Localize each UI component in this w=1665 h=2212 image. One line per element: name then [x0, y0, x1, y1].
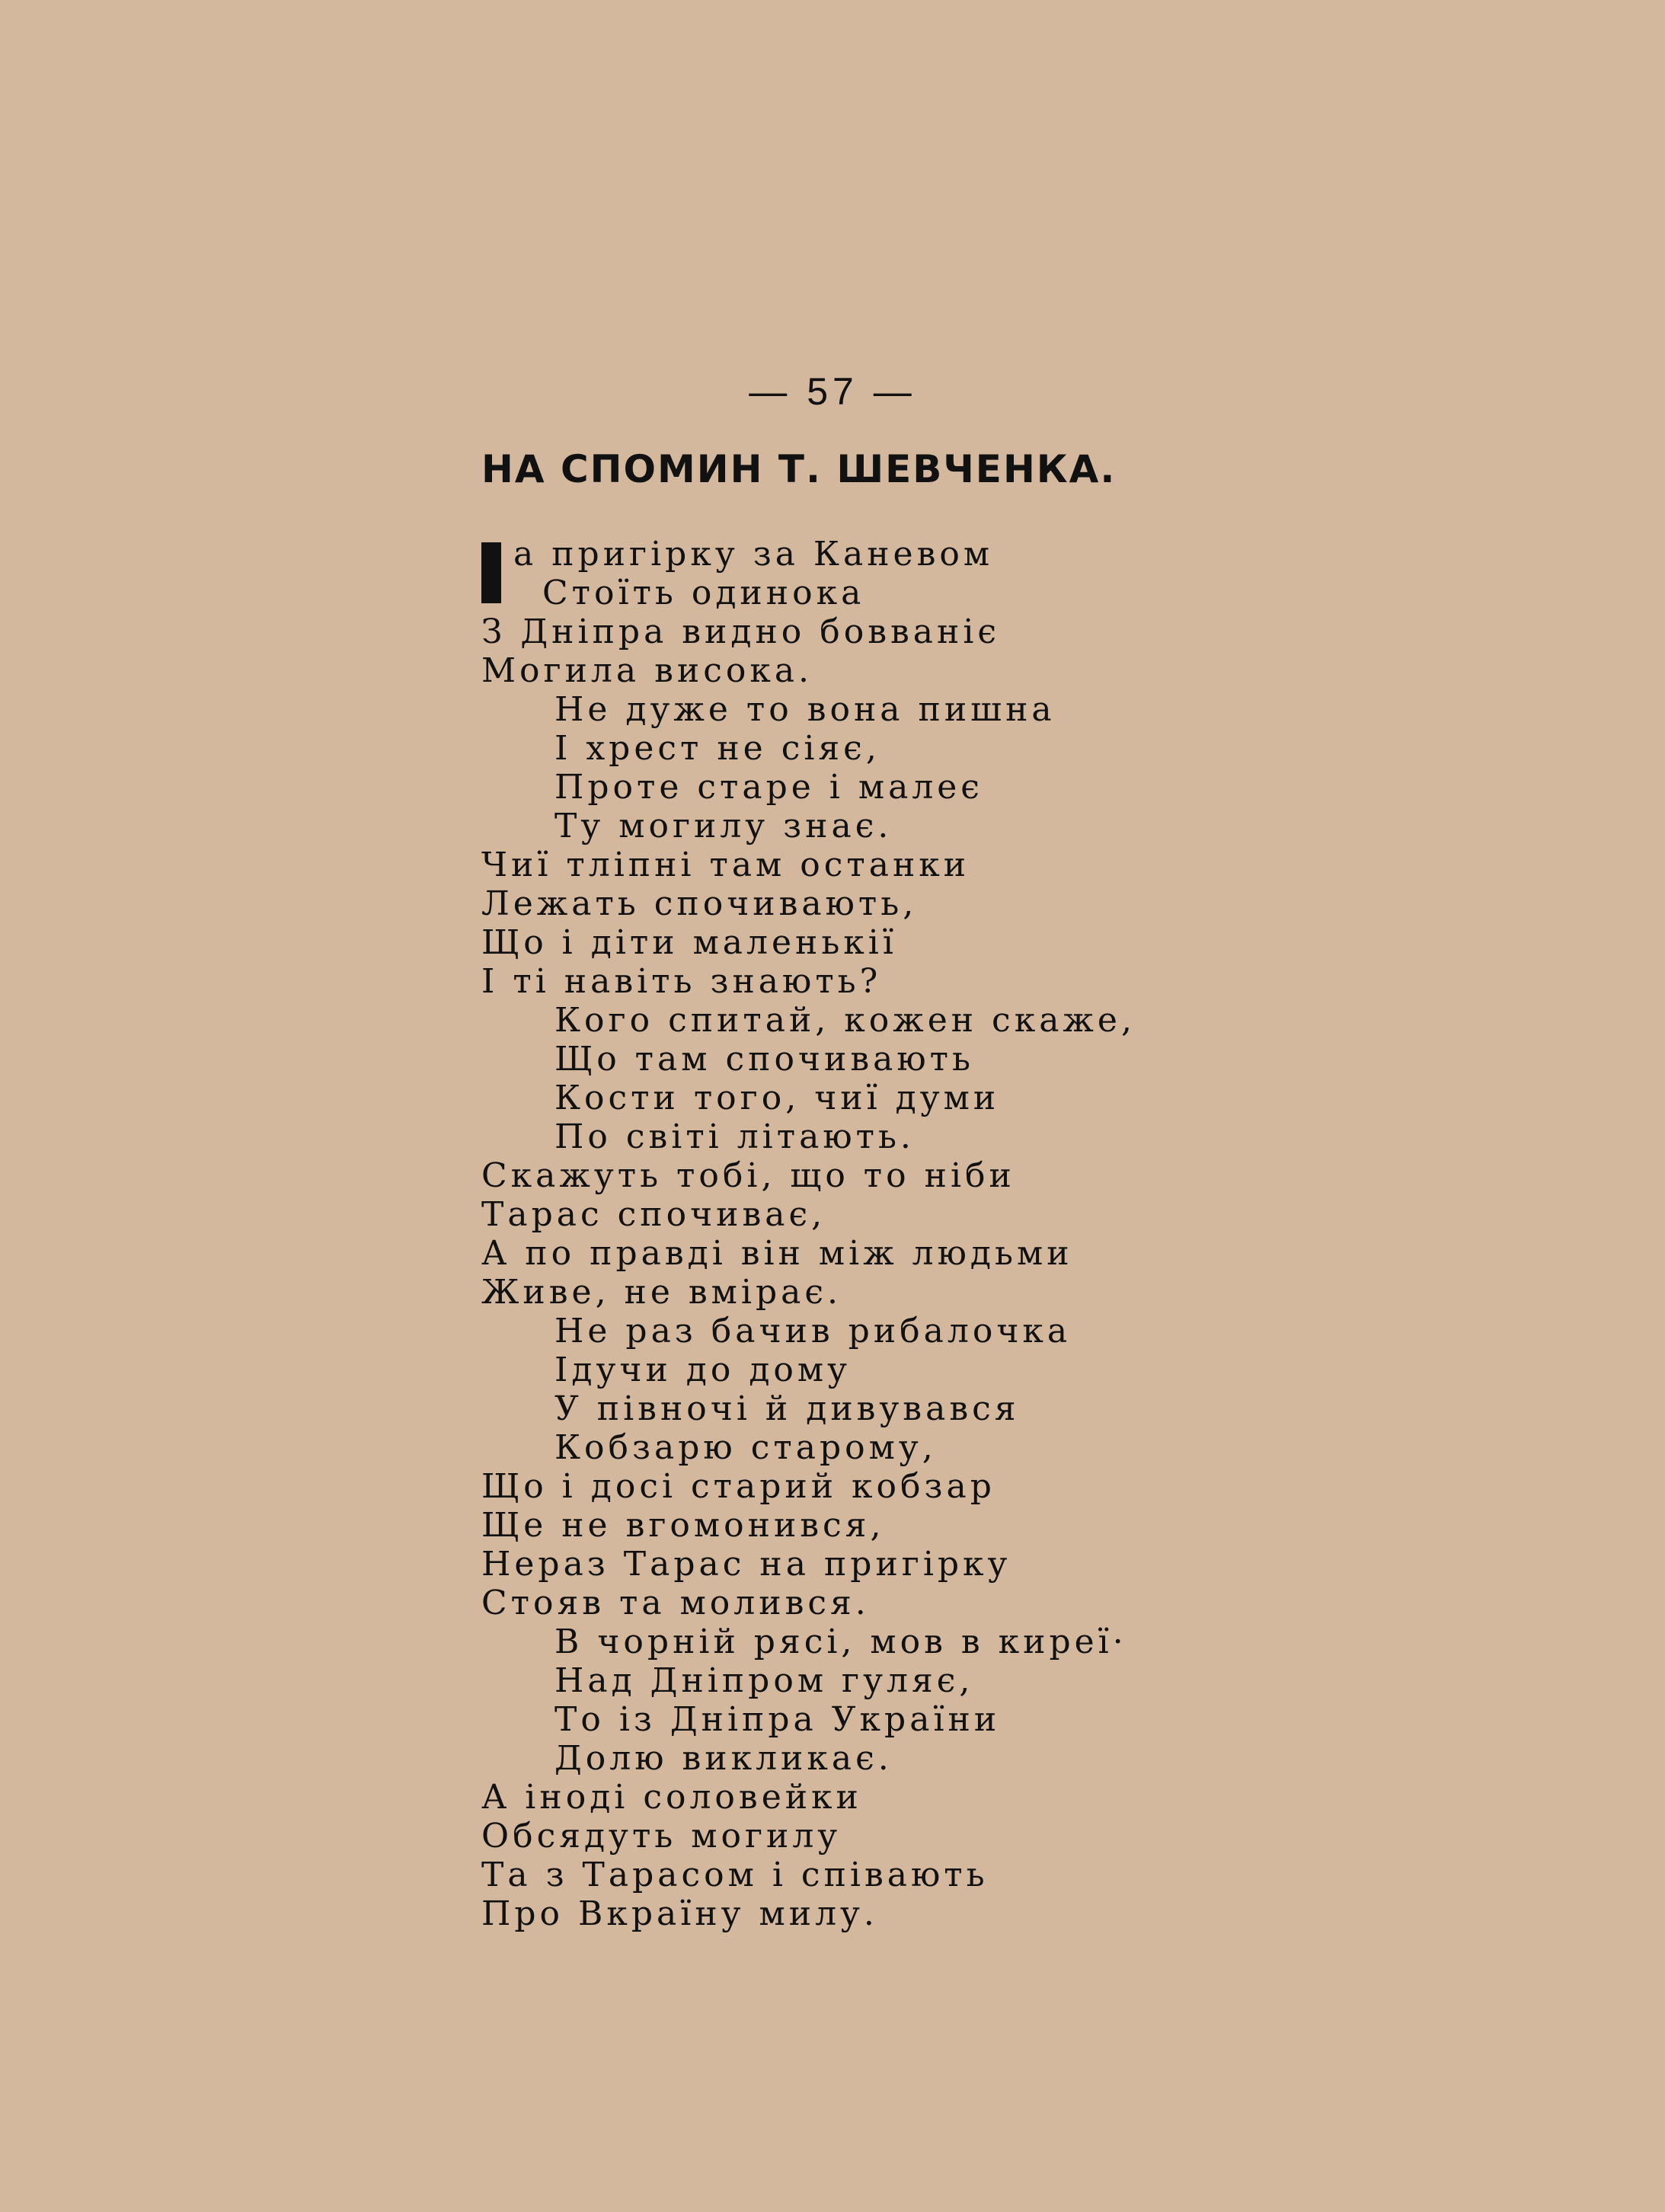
verse-line	[481, 923, 1624, 962]
verse-line-text: Що там спочивають	[554, 1040, 974, 1079]
verse-line	[481, 1739, 1624, 1778]
verse-line	[481, 1545, 1624, 1584]
verse-line	[481, 1661, 1624, 1700]
verse-line	[481, 845, 1624, 884]
verse-line	[481, 807, 1624, 845]
verse-line	[481, 1117, 1624, 1156]
verse-line	[481, 535, 1624, 574]
verse-line	[481, 1778, 1624, 1817]
verse-line	[481, 1894, 1624, 1933]
verse-line	[481, 1584, 1624, 1622]
poem-body	[481, 535, 1624, 1933]
verse-line	[481, 1312, 1624, 1351]
verse-line	[481, 1856, 1624, 1894]
verse-line-text: У півночі й дивувався	[554, 1389, 1020, 1428]
verse-line-text: В чорній рясі, мов в киреї·	[554, 1622, 1127, 1661]
verse-line-text: Чиї тліпні там останки	[481, 845, 970, 884]
verse-line-text: Про Вкраїну милу.	[481, 1894, 878, 1933]
verse-line	[481, 1273, 1624, 1312]
verse-line-text: Обсядуть могилу	[481, 1817, 842, 1856]
verse-line-text: Скажуть тобі, що то ніби	[481, 1156, 1015, 1195]
verse-line-text: А іноді соловейки	[481, 1778, 862, 1817]
verse-line-text: Не дуже то вона пишна	[554, 690, 1056, 729]
verse-line	[481, 1622, 1624, 1661]
verse-line-text: Кобзарю старому,	[554, 1428, 937, 1467]
verse-line	[481, 1351, 1624, 1389]
verse-line	[481, 768, 1624, 807]
verse-line-text: По світі літають.	[554, 1117, 915, 1156]
verse-line-text: Ще не вгомонився,	[481, 1506, 885, 1545]
verse-line	[481, 1817, 1624, 1856]
verse-line-text: Над Дніпром гуляє,	[554, 1661, 974, 1700]
verse-line-text: Ідучи до дому	[554, 1351, 852, 1389]
verse-line	[481, 729, 1624, 768]
verse-line-text: Що і досі старий кобзар	[481, 1467, 995, 1506]
verse-line	[481, 884, 1624, 923]
verse-line-text: Нераз Тарас на пригірку	[481, 1545, 1011, 1584]
verse-line-text: Лежать спочивають,	[481, 884, 918, 923]
verse-line-text: І хрест не сіяє,	[554, 729, 880, 768]
verse-line	[481, 1700, 1624, 1739]
verse-line	[481, 1079, 1624, 1117]
verse-line-text: Не раз бачив рибалочка	[554, 1312, 1072, 1351]
verse-line-text: а пригірку за Каневом	[513, 535, 994, 574]
verse-line-text: Кого спитай, кожен скаже,	[554, 1001, 1136, 1040]
verse-line-text: Живе, не вмірає.	[481, 1273, 842, 1312]
page-number: — 57 —	[749, 370, 916, 413]
verse-line	[481, 962, 1624, 1001]
verse-line-text: А по правді він між людьми	[481, 1234, 1073, 1273]
verse-line	[481, 1001, 1624, 1040]
verse-line-text: Кости того, чиї думи	[554, 1079, 1000, 1117]
verse-line-text: Проте старе і малеє	[554, 768, 983, 807]
verse-line-text: Стояв та молився.	[481, 1584, 870, 1622]
verse-line-text: Та з Тарасом і співають	[481, 1856, 989, 1894]
verse-line-text: То із Дніпра України	[554, 1700, 1001, 1739]
verse-line-text: І ті навіть знають?	[481, 962, 882, 1001]
verse-line	[481, 1389, 1624, 1428]
verse-line-text: З Дніпра видно бовваніє	[481, 612, 1001, 651]
verse-line-text: Що і діти маленькії	[481, 923, 897, 962]
verse-line-text: Могила висока.	[481, 651, 813, 690]
verse-line	[481, 1040, 1624, 1079]
verse-line	[481, 574, 1624, 612]
verse-line	[481, 1156, 1624, 1195]
verse-line	[481, 1506, 1624, 1545]
verse-line	[481, 1428, 1624, 1467]
verse-line-text: Долю викликає.	[554, 1739, 893, 1778]
verse-line	[481, 690, 1624, 729]
poem-title: НА СПОМИН Т. ШЕВЧЕНКА.	[481, 447, 1117, 491]
verse-line	[481, 1234, 1624, 1273]
verse-line	[481, 612, 1624, 651]
verse-line-text: Ту могилу знає.	[554, 807, 893, 845]
verse-line	[481, 651, 1624, 690]
verse-line	[481, 1467, 1624, 1506]
verse-line-text: Тарас спочиває,	[481, 1195, 826, 1234]
verse-line-text: Стоїть одинока	[542, 574, 865, 612]
verse-line	[481, 1195, 1624, 1234]
